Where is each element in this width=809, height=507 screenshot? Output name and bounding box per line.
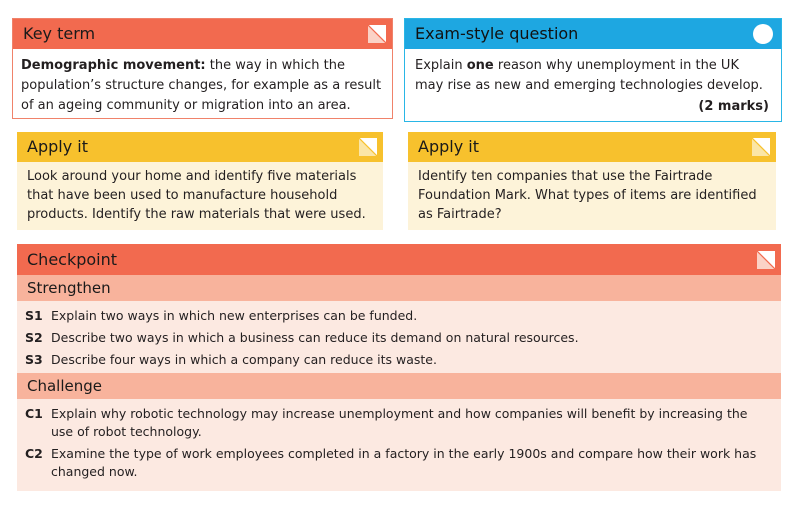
list-item	[17, 351, 781, 369]
exam-question-text-start: Explain	[415, 58, 467, 73]
apply-it-title-1: Apply it	[27, 137, 88, 156]
apply-it-box-2	[408, 132, 776, 230]
apply-it-text-1: Look around your home and identify five materials that have been used to manufacture household products. Identify the raw materials that were used.	[27, 169, 366, 222]
exam-question-header	[405, 19, 781, 49]
item-code: S3	[25, 352, 43, 367]
exam-question-text-end: reason why unemployment in the UK may rise as new and emerging technologies develop.	[415, 58, 763, 93]
key-term-title: Key term	[23, 24, 96, 43]
item-text: Explain two ways in which new enterprises can be funded.	[51, 308, 418, 323]
item-code: S2	[25, 330, 43, 345]
folded-corner-icon	[757, 251, 775, 269]
key-term-definition: the way in which the population’s structure changes, for example as a result of an ageing community or migration into an area.	[21, 58, 382, 113]
checkpoint-header	[17, 244, 781, 275]
key-term-box	[12, 18, 393, 119]
exam-question-title: Exam-style question	[415, 24, 579, 43]
item-text: Describe four ways in which a company can reduce its waste.	[51, 352, 437, 367]
strengthen-list	[17, 301, 781, 373]
list-item	[17, 445, 781, 481]
item-text: Explain why robotic technology may increase unemployment and how companies will benefit by increasing the use of robot technology.	[51, 406, 748, 439]
item-code: C2	[25, 446, 43, 461]
exam-question-box	[404, 18, 782, 122]
apply-it-box-1	[17, 132, 383, 230]
key-term-body	[13, 49, 392, 116]
challenge-list	[17, 399, 781, 485]
challenge-header: Challenge	[17, 373, 781, 399]
strengthen-header: Strengthen	[17, 275, 781, 301]
apply-it-text-2: Identify ten companies that use the Fairtrade Foundation Mark. What types of items are identified as Fairtrade?	[418, 169, 757, 222]
apply-it-header-2	[408, 132, 776, 162]
folded-corner-icon	[368, 25, 386, 43]
circle-icon	[753, 24, 773, 44]
exam-question-marks: (2 marks)	[698, 99, 769, 114]
key-term-word: Demographic movement:	[21, 58, 206, 73]
exam-question-emphasis: one	[466, 58, 494, 73]
folded-corner-icon	[359, 138, 377, 156]
list-item	[17, 329, 781, 347]
item-text: Examine the type of work employees completed in a factory in the early 1900s and compare how their work has changed now.	[51, 446, 757, 479]
folded-corner-icon	[752, 138, 770, 156]
apply-it-header-1	[17, 132, 383, 162]
list-item	[17, 405, 781, 441]
item-code: C1	[25, 406, 43, 421]
checkpoint-title: Checkpoint	[27, 250, 118, 269]
list-item	[17, 307, 781, 325]
key-term-header	[13, 19, 392, 49]
item-code: S1	[25, 308, 43, 323]
apply-it-title-2: Apply it	[418, 137, 479, 156]
checkpoint-box	[17, 244, 781, 491]
exam-question-body	[405, 49, 781, 96]
item-text: Describe two ways in which a business can reduce its demand on natural resources.	[51, 330, 579, 345]
